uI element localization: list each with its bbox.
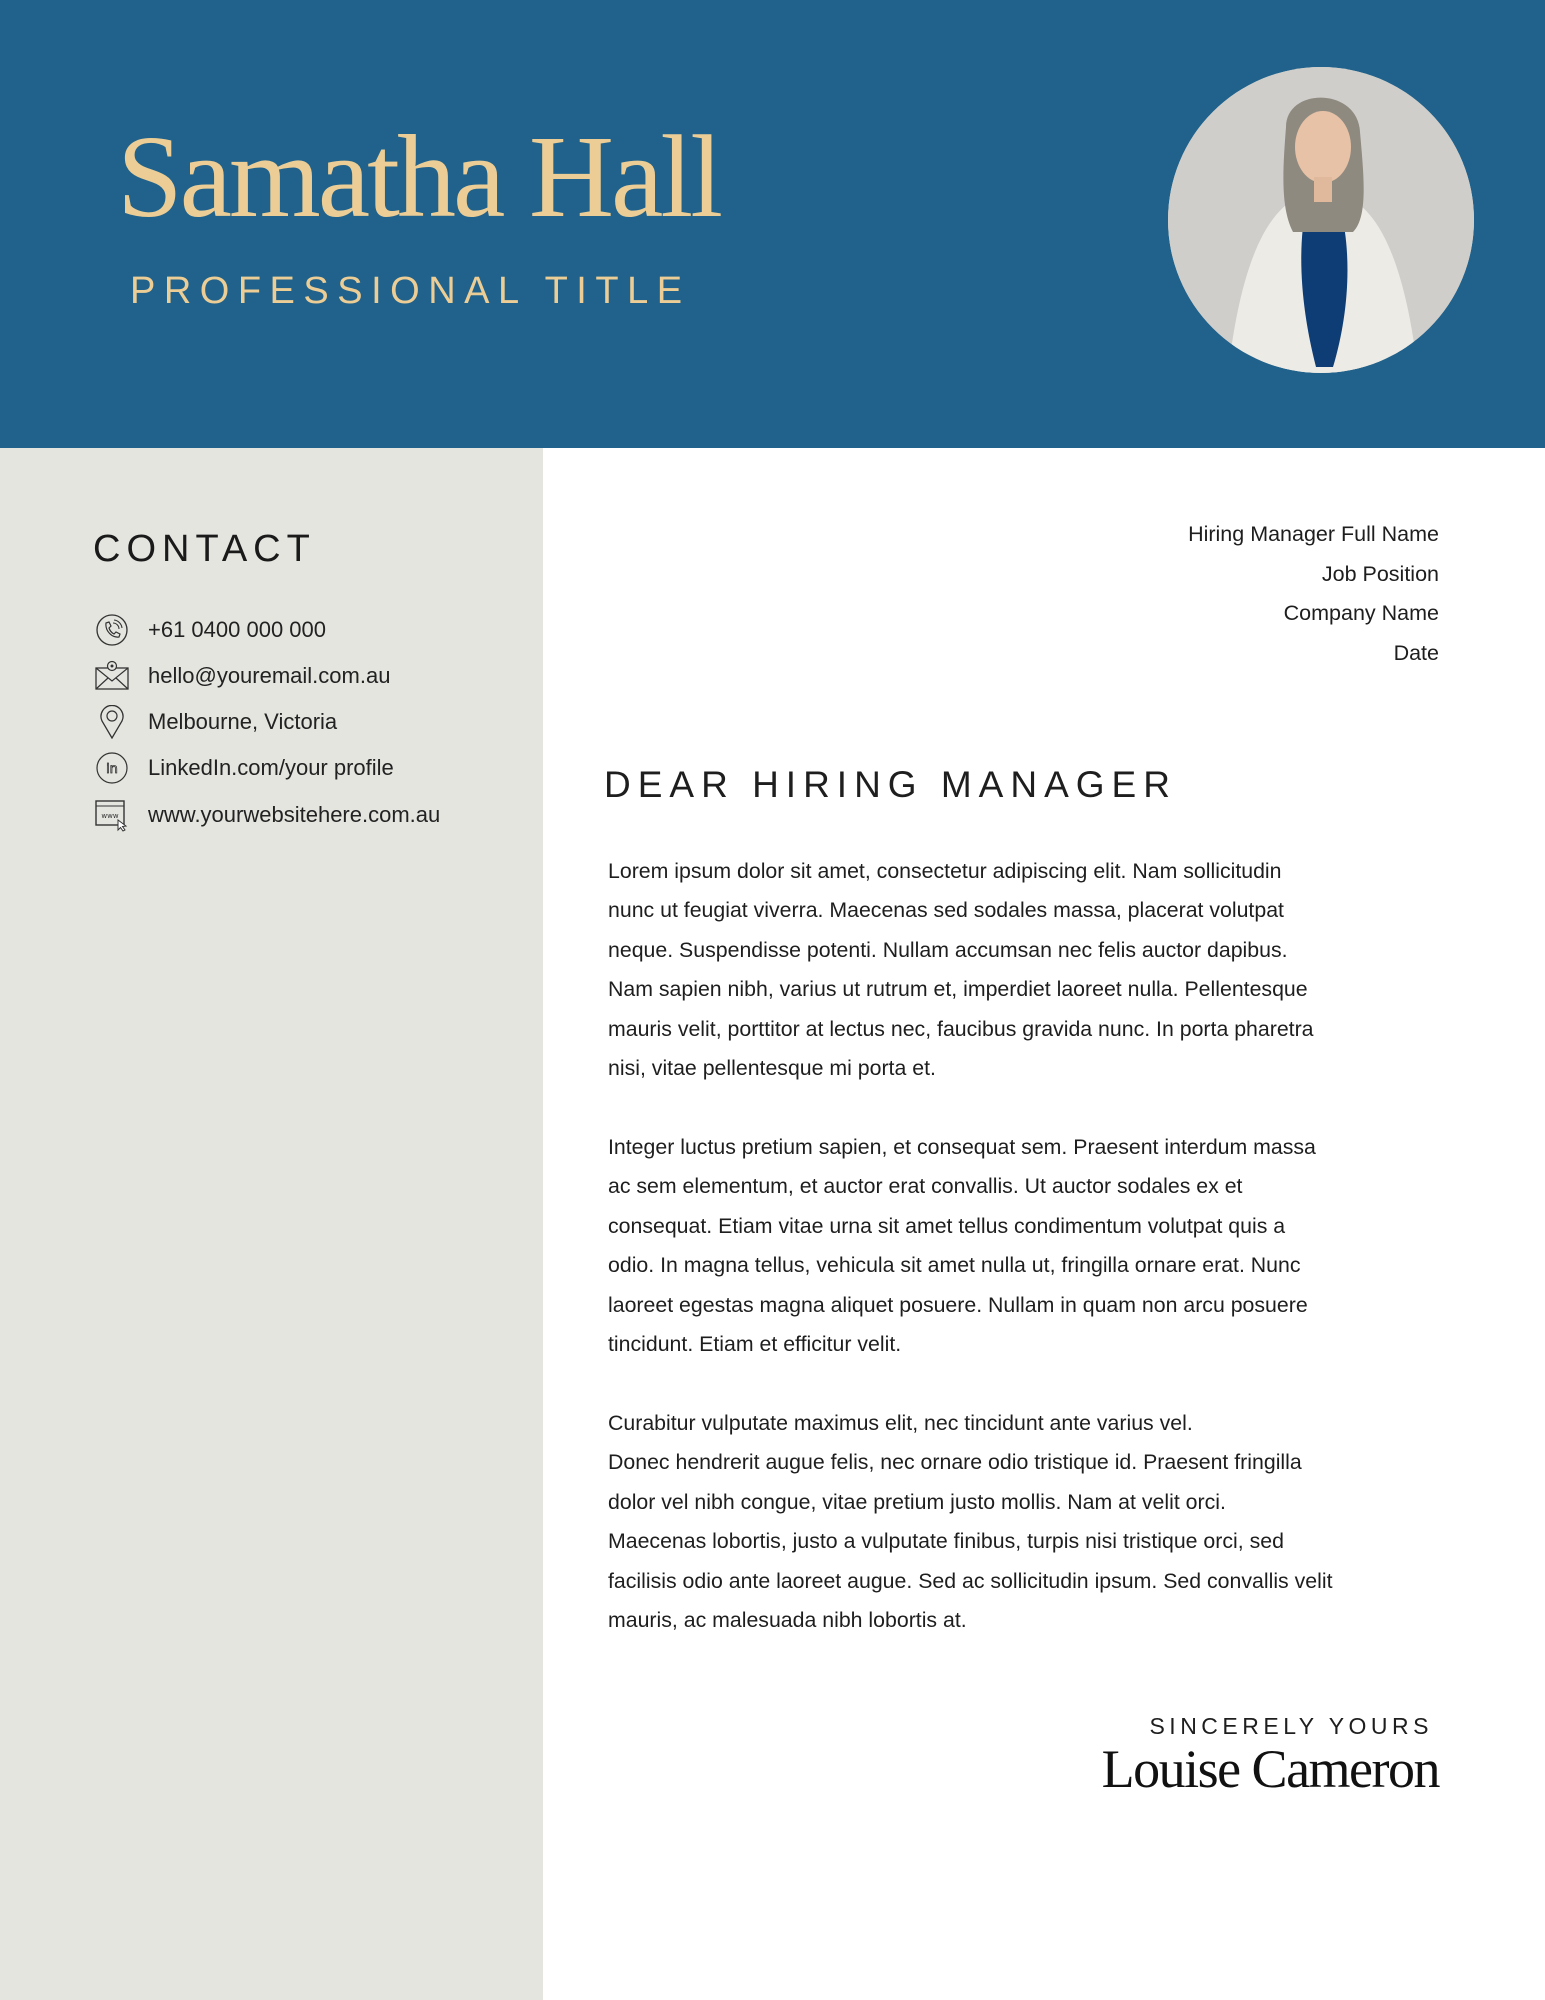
salutation-heading: DEAR HIRING MANAGER	[604, 764, 1177, 805]
contact-website	[95, 798, 441, 832]
contact-heading: CONTACT	[93, 528, 316, 570]
header-banner	[0, 0, 1545, 448]
body-line: Curabitur vulputate maximus elit, nec tincidunt ante varius vel.	[608, 1411, 1193, 1435]
phone-icon	[95, 613, 129, 647]
body-line: dolor vel nibh congue, vitae pretium justo mollis. Nam at velit orci.	[608, 1489, 1226, 1514]
website-icon	[95, 798, 129, 832]
body-line: neque. Suspendisse potenti. Nullam accumsan nec felis auctor dapibus.	[608, 937, 1288, 962]
body-line: facilisis odio ante laoreet augue. Sed ac sollicitudin ipsum. Sed convallis velit	[608, 1568, 1333, 1593]
recipient-name: Hiring Manager Full Name	[1188, 522, 1439, 546]
body-line: Integer luctus pretium sapien, et consequat sem. Praesent interdum massa	[608, 1135, 1316, 1159]
body-line: odio. In magna tellus, vehicula sit amet nulla ut, fringilla ornare erat. Nunc	[608, 1253, 1301, 1278]
contact-text[interactable]: LinkedIn.com/your profile	[148, 755, 394, 780]
recipient-position: Job Position	[1321, 561, 1439, 586]
contact-linkedin	[95, 751, 394, 785]
body-paragraph-1	[608, 852, 1314, 1088]
body-line: nisi, vitae pellentesque mi porta et.	[608, 1055, 936, 1080]
body-paragraph-3	[608, 1404, 1333, 1640]
body-line: Donec hendrerit augue felis, nec ornare odio tristique id. Praesent fringilla	[608, 1450, 1302, 1475]
email-icon	[95, 659, 129, 693]
recipient-company: Company Name	[1283, 601, 1439, 625]
body-line: Lorem ipsum dolor sit amet, consectetur adipiscing elit. Nam sollicitudin	[608, 859, 1282, 883]
body-paragraph-2	[608, 1128, 1316, 1364]
body-line: laoreet egestas magna aliquet posuere. Nullam in quam non arcu posuere	[608, 1292, 1308, 1317]
location-pin-icon	[95, 705, 129, 739]
body-line: Maecenas lobortis, justo a vulputate finibus, turpis nisi tristique orci, sed	[608, 1529, 1284, 1554]
body-line: mauris velit, porttitor at lectus nec, faucibus gravida nunc. In porta pharetra	[608, 1016, 1314, 1041]
body-line: nunc ut feugiat viverra. Maecenas sed sodales massa, placerat volutpat	[608, 898, 1284, 923]
body-line: mauris, ac malesuada nibh lobortis at.	[608, 1607, 967, 1632]
professional-title: PROFESSIONAL TITLE	[130, 270, 691, 312]
signature-name: Louise Cameron	[1101, 1739, 1439, 1799]
contact-text[interactable]: www.yourwebsitehere.com.au	[148, 802, 441, 827]
body-line: tincidunt. Etiam et efficitur velit.	[608, 1331, 902, 1356]
contact-location	[95, 705, 338, 739]
svg-text:in: in	[106, 762, 118, 777]
contact-text[interactable]: +61 0400 000 000	[148, 617, 327, 642]
contact-phone	[95, 613, 327, 647]
svg-text:www: www	[101, 812, 119, 820]
letter-date: Date	[1393, 640, 1439, 665]
closing-text: SINCERELY YOURS	[1149, 1713, 1433, 1739]
candidate-name: Samatha Hall	[117, 111, 720, 242]
contact-email	[95, 659, 391, 693]
recipient-block	[1188, 515, 1439, 673]
body-line: ac sem elementum, et auctor erat convallis. Ut auctor sodales ex et	[608, 1174, 1243, 1199]
body-line: consequat. Etiam vitae urna sit amet tellus condimentum volutpat quis a	[608, 1213, 1286, 1238]
contact-text[interactable]: hello@youremail.com.au	[148, 663, 391, 688]
profile-photo	[1168, 67, 1474, 373]
body-line: Nam sapien nibh, varius ut rutrum et, imperdiet laoreet nulla. Pellentesque	[608, 977, 1308, 1002]
contact-text[interactable]: Melbourne, Victoria	[148, 709, 338, 734]
linkedin-icon	[95, 751, 129, 785]
